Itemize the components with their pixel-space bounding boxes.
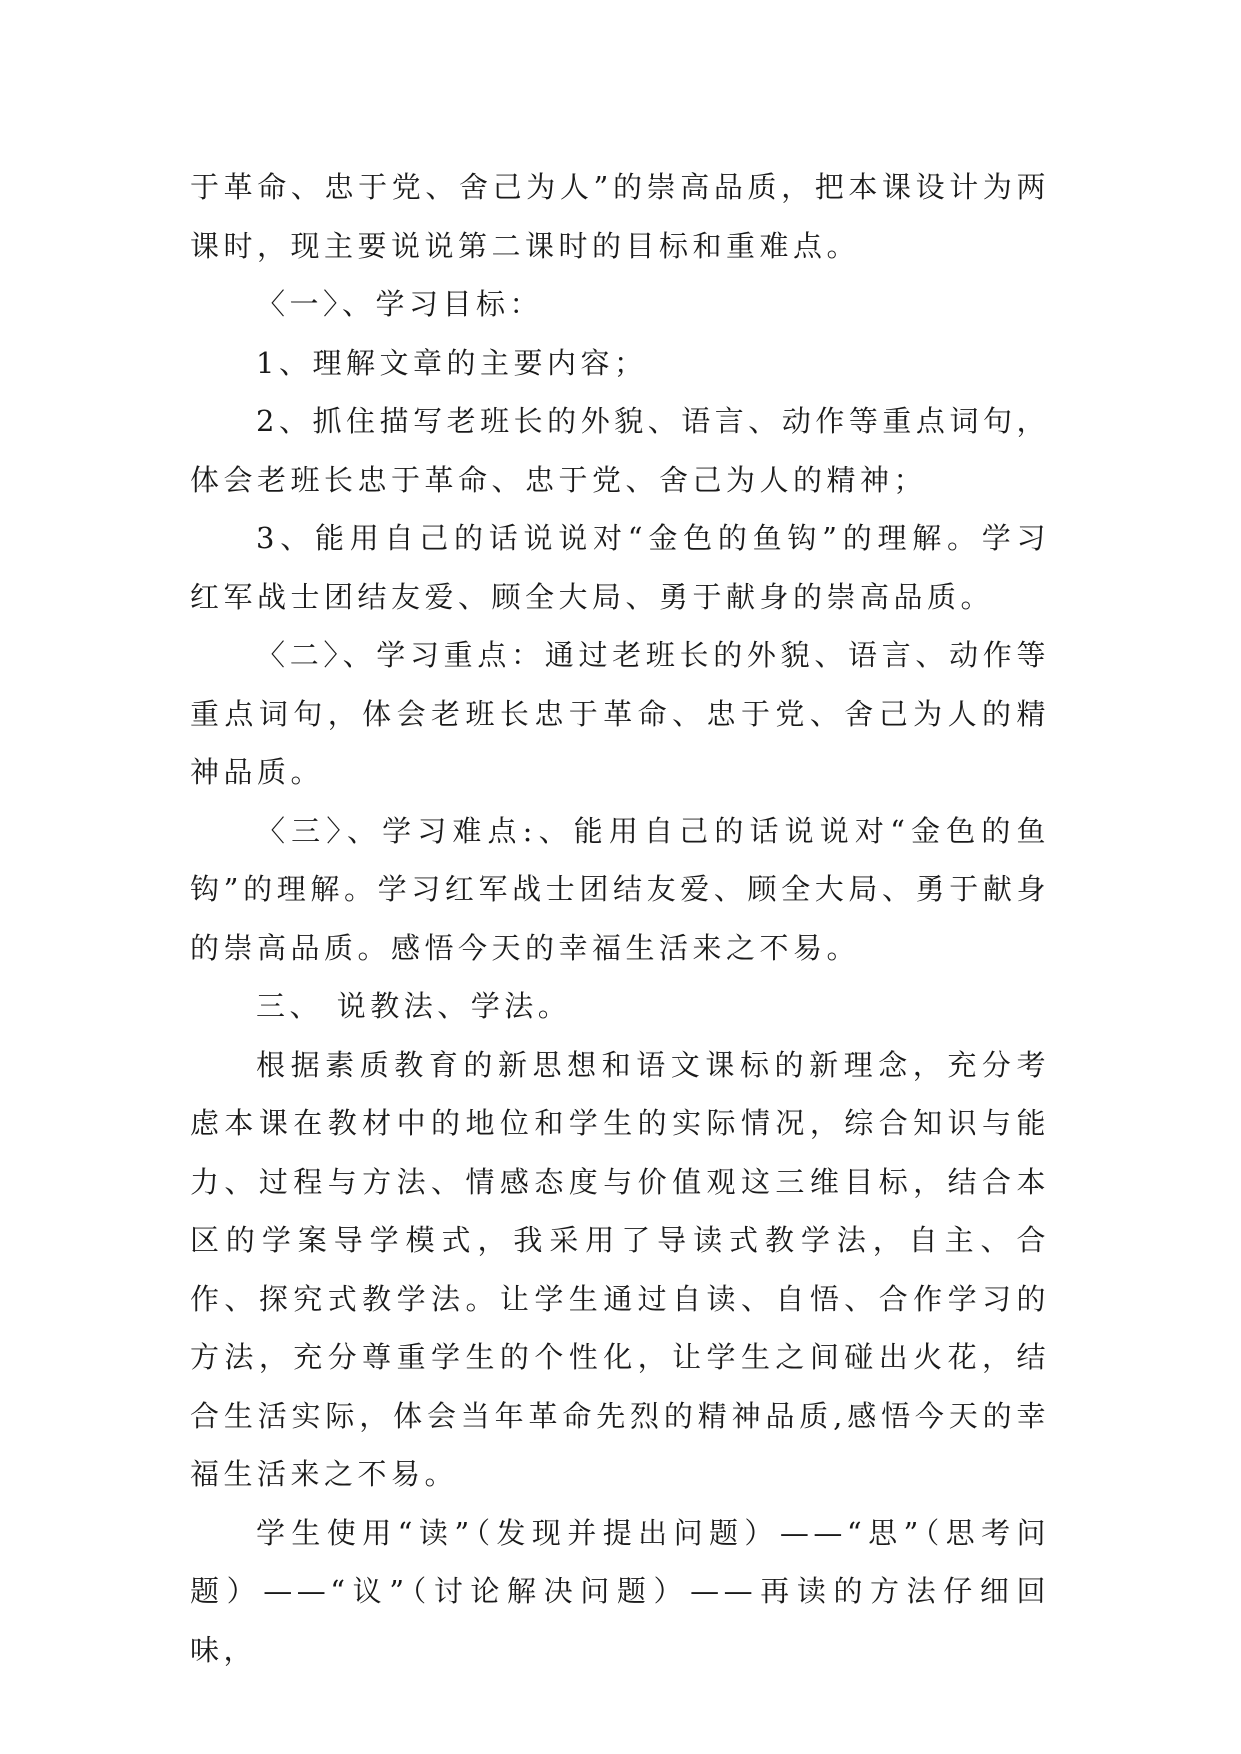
paragraph-difficulties: 〈三〉、学习难点:、能用自己的话说说对“金色的鱼钩”的理解。学习红军战士团结友爱、顾全大局、勇于献身的崇高品质。感悟今天的幸福生活来之不易。 bbox=[190, 813, 1050, 965]
paragraph-key-points: 〈二〉、学习重点：通过老班长的外貌、语言、动作等重点词句，体会老班长忠于革命、忠于党、舍己为人的精神品质。 bbox=[190, 638, 1050, 789]
paragraph-teaching-methods: 根据素质教育的新思想和语文课标的新理念，充分考虑本课在教材中的地位和学生的实际情况，综合知识与能力、过程与方法、情感态度与价值观这三维目标，结合本区的学案导学模式，我采用了导读式教学法，自主、合作、探究式教学法。让学生通过自读、自悟、合作学习的方法，充分尊重学生的个性化，让学生之间碰出火花，结合生活实际，体会当年革命先烈的精神品质,感悟今天的幸福生活来之不易。 bbox=[190, 1047, 1050, 1491]
heading-learning-goals: 〈一〉、学习目标： bbox=[256, 287, 544, 321]
goal-item-3: 3、能用自己的话说说对“金色的鱼钩”的理解。学习红军战士团结友爱、顾全大局、勇于献身的崇高品质。 bbox=[190, 521, 1050, 614]
goal-item-2: 2、抓住描写老班长的外貌、语言、动作等重点词句，体会老班长忠于革命、忠于党、舍己为人的精神； bbox=[190, 404, 1050, 497]
heading-teaching-methods: 三、 说教法、学法。 bbox=[256, 989, 572, 1023]
document-body bbox=[190, 158, 1050, 1679]
paragraph-learning-methods: 学生使用“读”（发现并提出问题）——“思”（思考问题）——“议”（讨论解决问题）——再读的方法仔细回味， bbox=[190, 1515, 1050, 1667]
paragraph-intro: 于革命、忠于党、舍己为人”的崇高品质，把本课设计为两课时，现主要说说第二课时的目标和重难点。 bbox=[190, 170, 1050, 263]
goal-item-1: 1、理解文章的主要内容； bbox=[256, 345, 648, 380]
